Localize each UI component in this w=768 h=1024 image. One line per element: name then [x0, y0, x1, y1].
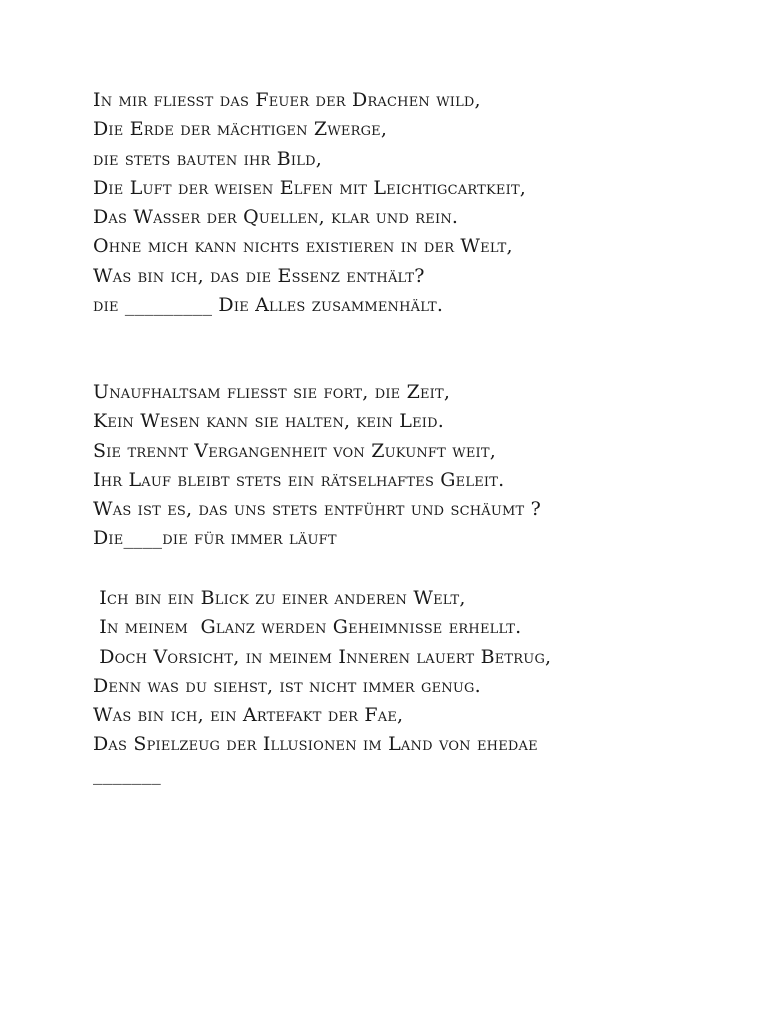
- riddle-elements: [93, 86, 526, 320]
- poem-line: Ich bin ein Blick zu einer anderen Welt,: [93, 587, 466, 609]
- poem-line: Kein Wesen kann sie halten, kein Leid.: [93, 410, 444, 433]
- poem-line: Die Luft der weisen Elfen mit Leichtigcartkeit,: [93, 176, 527, 199]
- answer-blank-line: die _________ Die Alles zusammenhält.: [93, 294, 444, 317]
- poem-line: Die Erde der mächtigen Zwerge,: [93, 118, 388, 141]
- poem-line: In mir fliesst das Feuer der Drachen wild,: [93, 89, 481, 111]
- poem-line: Was bin ich, ein Artefakt der Fae,: [93, 704, 404, 727]
- answer-blank-line: Die____die für immer läuft: [93, 527, 337, 550]
- poem-line: Ihr Lauf bleibt stets ein rätselhaftes Geleit.: [93, 468, 505, 491]
- poem-line: Unaufhaltsam fliesst sie fort, die Zeit,: [93, 381, 451, 403]
- poem-line: Ohne mich kann nichts existieren in der Welt,: [93, 235, 513, 258]
- poem-line: Denn was du siehst, ist nicht immer genug.: [93, 674, 481, 697]
- answer-blank-line: _______: [93, 762, 161, 785]
- riddle-time: [93, 378, 541, 554]
- poem-line: Doch Vorsicht, in meinem Inneren lauert Betrug,: [93, 645, 552, 668]
- riddle-mirror: [93, 584, 551, 789]
- poem-line: Was ist es, das uns stets entführt und schäumt ?: [93, 498, 542, 521]
- poem-line: die stets bauten ihr Bild,: [93, 147, 322, 170]
- poem-line: Das Wasser der Quellen, klar und rein.: [93, 206, 459, 229]
- poem-line: Das Spielzeug der Illusionen im Land von ehedae: [93, 733, 538, 756]
- poem-line: Was bin ich, das die Essenz enthält?: [93, 264, 425, 287]
- poem-line: In meinem Glanz werden Geheimnisse erhellt.: [93, 616, 522, 639]
- poem-line: Sie trennt Vergangenheit von Zukunft weit,: [93, 439, 496, 462]
